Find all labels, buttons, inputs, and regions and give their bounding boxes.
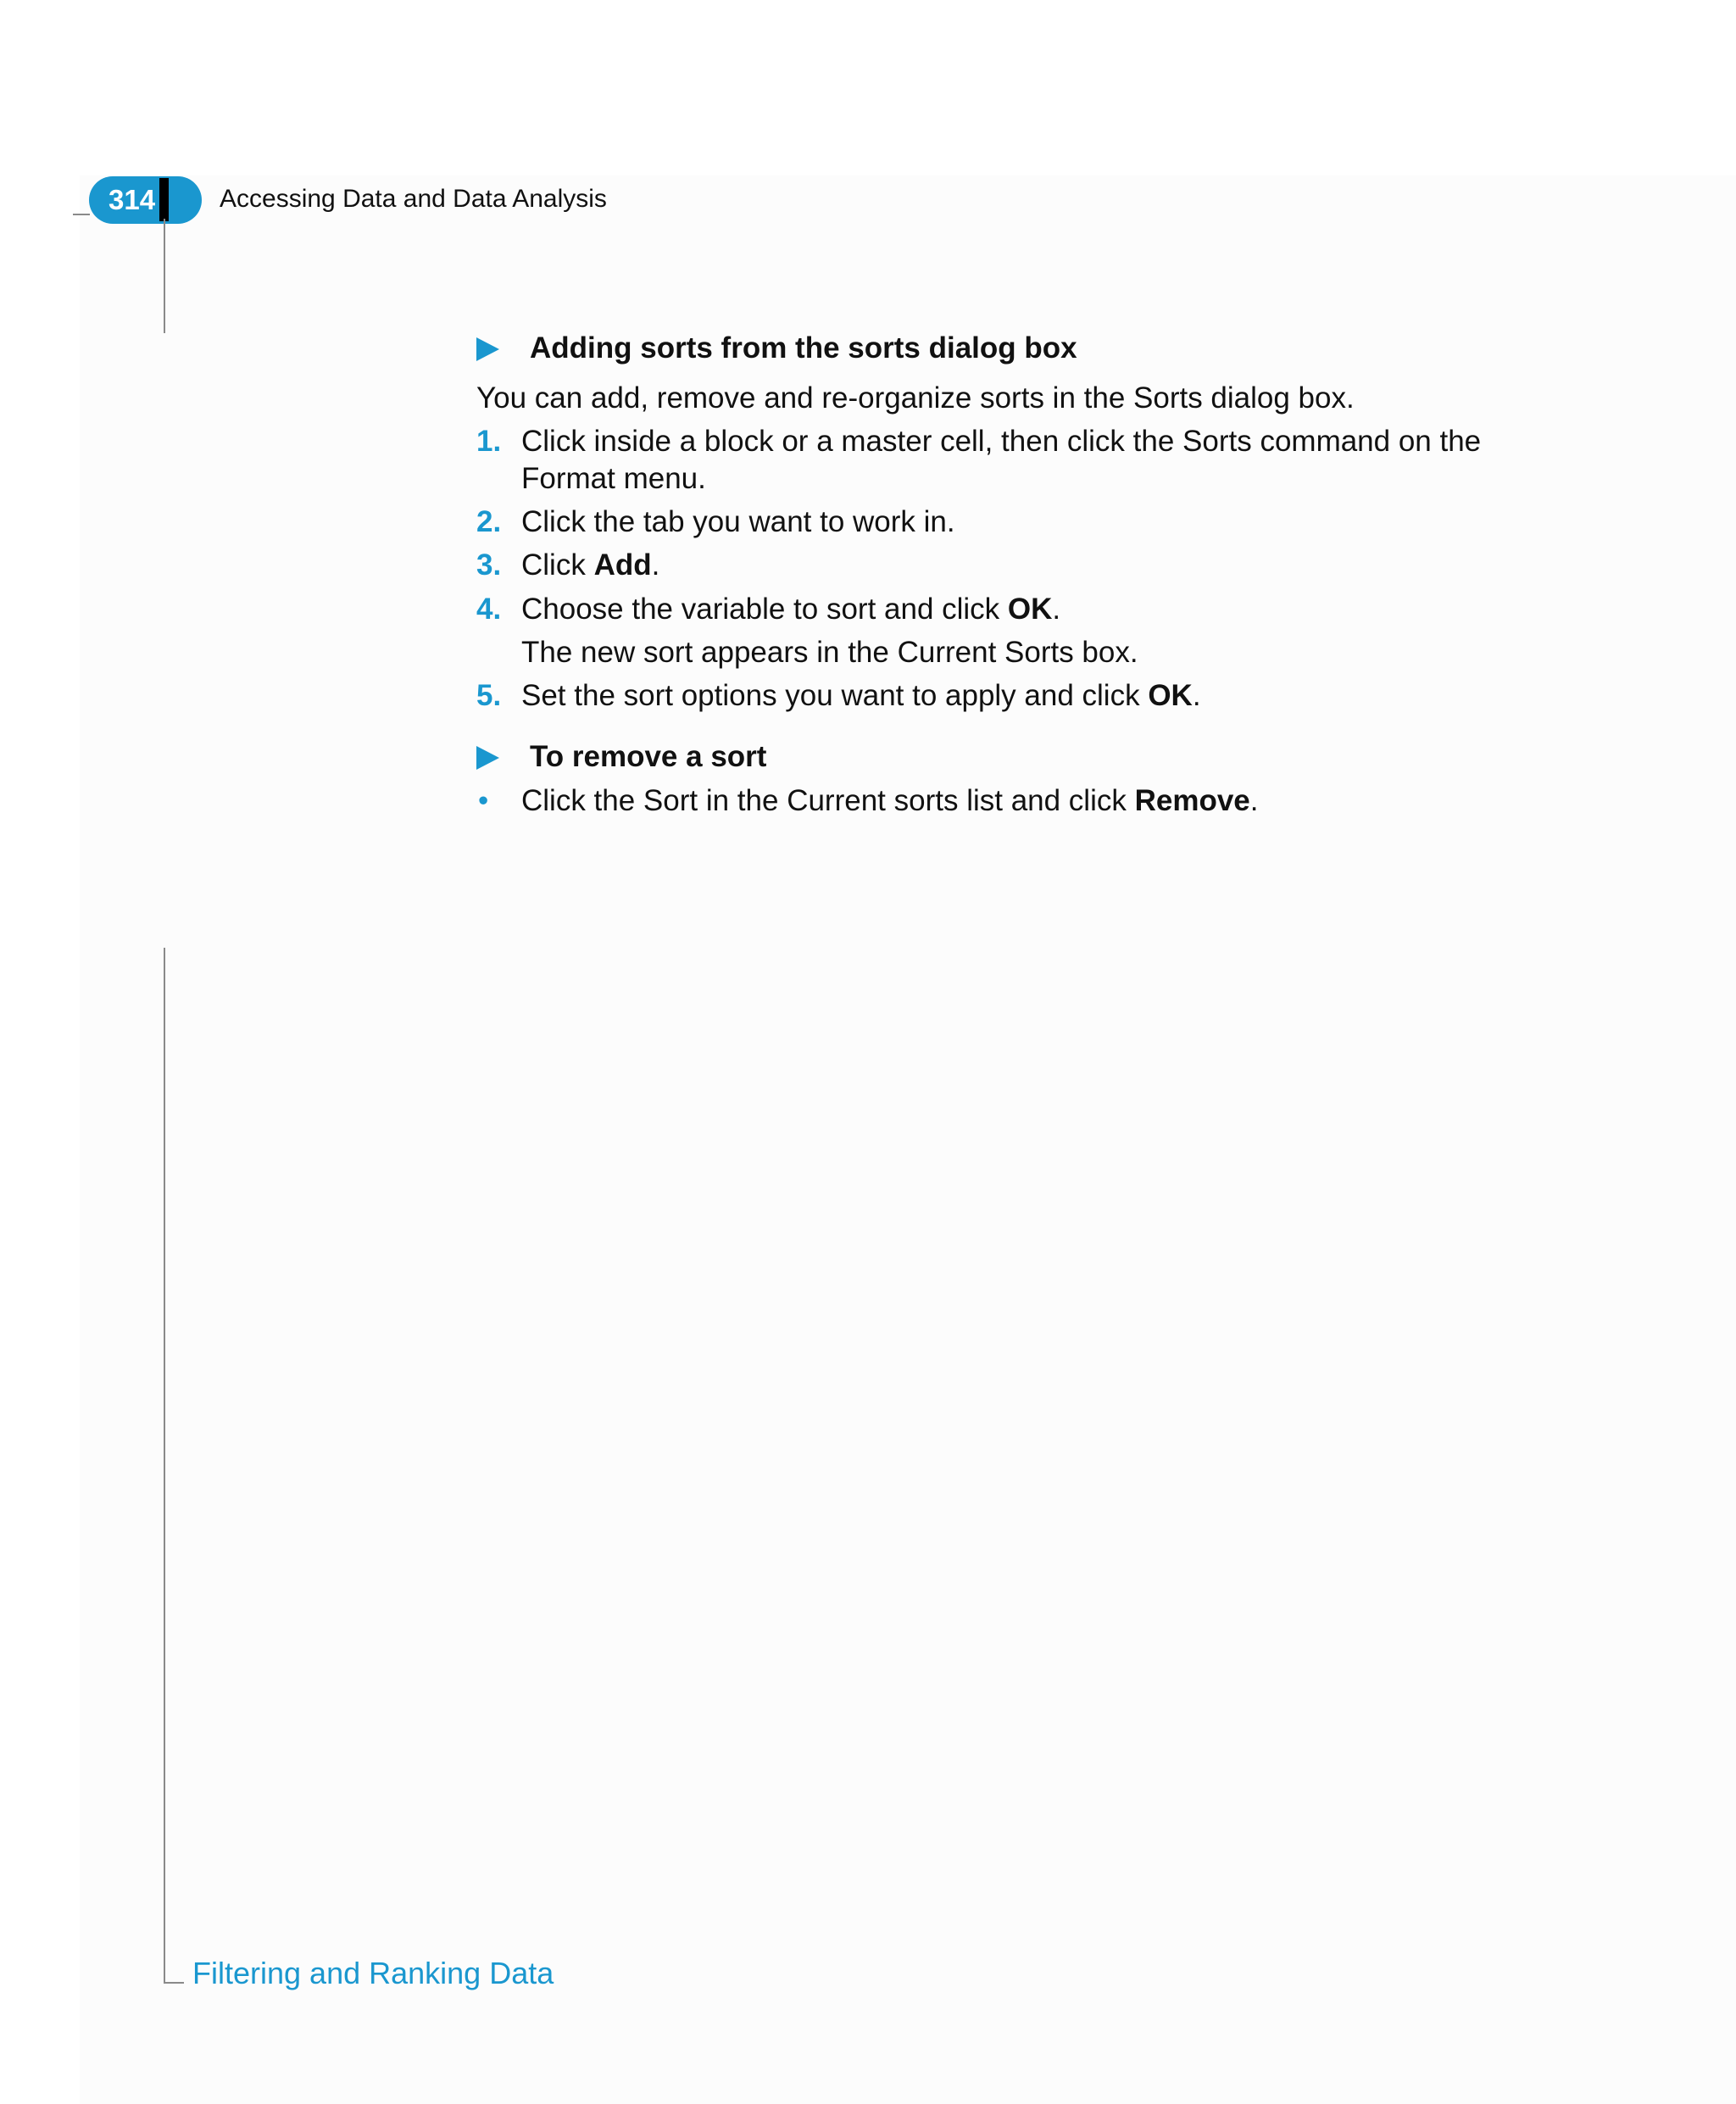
- step-number: 3.: [476, 548, 502, 582]
- add-command-label: Add: [593, 548, 652, 582]
- header-rule: [73, 214, 90, 215]
- step-text-tail: .: [1052, 593, 1061, 626]
- page-tab-divider: [159, 178, 169, 221]
- step-text-lead: Choose the variable to sort and click: [521, 593, 1008, 626]
- step-text: [521, 547, 1578, 584]
- step-text: Click the tab you want to work in.: [521, 505, 955, 538]
- step-4-note: [476, 634, 1578, 671]
- step-text-lead: Set the sort options you want to apply and click: [521, 679, 1149, 712]
- page-number: 314: [108, 184, 156, 215]
- bullet-text: [521, 782, 1578, 820]
- step-5: [476, 677, 1578, 715]
- step-note: The new sort appears in the Current Sorts box.: [521, 636, 1138, 669]
- step-4: [476, 591, 1578, 628]
- step-number: 1.: [476, 425, 502, 458]
- step-text-lead: Click: [521, 548, 594, 582]
- bullet-icon: •: [478, 784, 489, 817]
- heading-text: Adding sorts from the sorts dialog box: [530, 331, 1077, 365]
- triangle-marker-icon: [476, 746, 499, 770]
- margin-rule-top: [164, 219, 165, 333]
- bullet-text-tail: .: [1249, 784, 1259, 817]
- step-text: Click inside a block or a master cell, then click the Sorts command on the Format menu.: [521, 425, 1482, 495]
- step-number: 4.: [476, 593, 502, 626]
- step-number: 2.: [476, 505, 502, 538]
- running-head: Accessing Data and Data Analysis: [220, 185, 607, 213]
- triangle-marker-icon: [476, 337, 499, 361]
- step-text-tail: .: [651, 548, 660, 582]
- step-text: [521, 677, 1578, 715]
- step-number: 5.: [476, 679, 502, 712]
- margin-rule-bottom: [164, 948, 165, 1984]
- step-text: [521, 591, 1578, 628]
- heading-text: To remove a sort: [530, 740, 767, 773]
- remove-bullet-item: [476, 782, 1578, 820]
- intro-paragraph: You can add, remove and re-organize sorts in the Sorts dialog box.: [476, 381, 1355, 415]
- bullet-text-lead: Click the Sort in the Current sorts list and click: [521, 784, 1135, 817]
- ok-command-label: OK: [1148, 679, 1193, 712]
- step-1: [476, 423, 1578, 498]
- step-text-tail: .: [1192, 679, 1201, 712]
- footer-rule: [164, 1982, 184, 1984]
- step-2: [476, 504, 1578, 541]
- remove-command-label: Remove: [1134, 784, 1250, 817]
- chapter-footer-title: Filtering and Ranking Data: [192, 1956, 554, 1990]
- ok-command-label: OK: [1007, 593, 1053, 626]
- step-3: [476, 547, 1578, 584]
